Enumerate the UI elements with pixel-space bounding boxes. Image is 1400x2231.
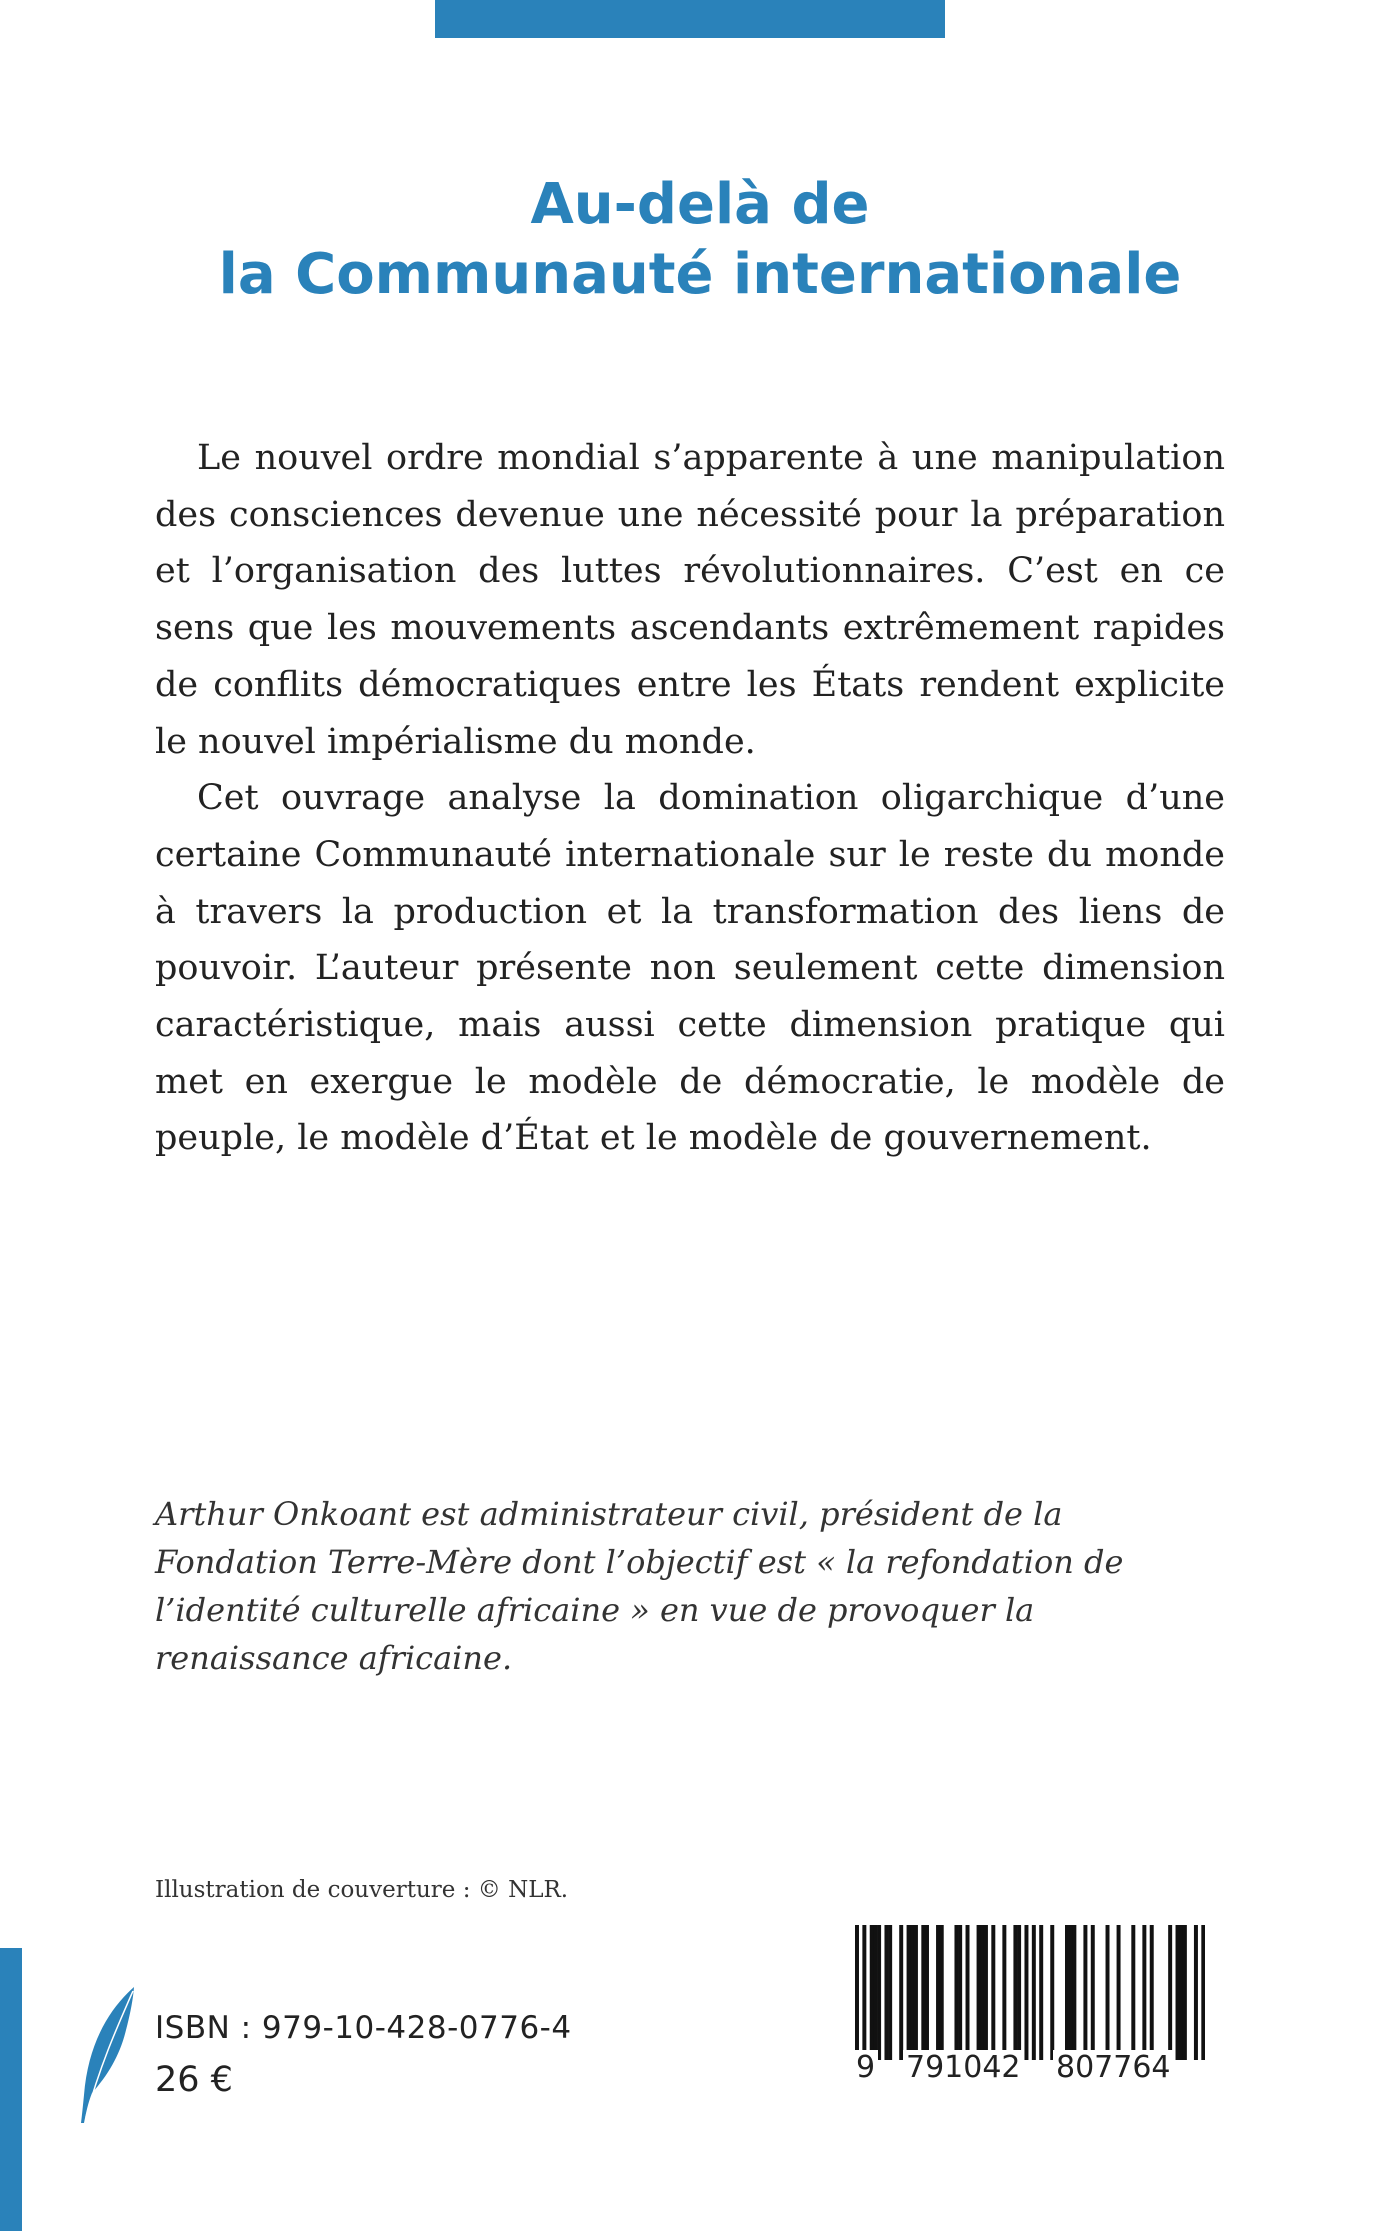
barcode-bar [907,1925,911,2060]
barcode-bar [1176,1925,1180,2060]
barcode-bar [1069,1925,1073,2060]
barcode-bar [1131,1925,1135,2060]
price: 26 € [155,2060,233,2100]
barcode-bar [1024,1925,1028,2060]
barcode-bar [1194,1925,1198,2060]
barcode-bar [1083,1925,1087,2060]
barcode-bar [910,1925,914,2060]
barcode-bar [1091,1925,1095,2060]
barcode-lead-digit: 9 [853,2050,878,2085]
barcode-bar [958,1925,962,2060]
barcode-bar [936,1925,940,2060]
barcode-bar [1168,1925,1172,2060]
barcode-bar [1201,1925,1205,2060]
barcode-bar [899,1925,903,2060]
barcode-bar [980,1925,984,2060]
barcode-bar [921,1925,925,2060]
summary-paragraph-2: Cet ouvrage analyse la domination oligarchique d’une certaine Communauté internationale sur le reste du monde à travers la production et la transformation des liens de pouvoir. L’auteur présente non seulement cette dimension caractéristique, mais aussi cette dimension pratique qui met en exergue le modèle de démocratie, le modèle de peuple, le modèle d’État et le modèle de gouvernement. [155,778,1225,1159]
book-title [0,170,1400,310]
barcode-bar [914,1925,918,2060]
barcode-bar [873,1925,877,2060]
barcode-bar [888,1925,892,2060]
author-bio: Arthur Onkoant est administrateur civil, président de la Fondation Terre-Mère dont l’objectif est « la refondation de l’identité culturelle africaine » en vue de provoquer la renaissance africaine. [155,1495,1124,1677]
barcode-bar [1039,1925,1043,2060]
top-accent-bar [435,0,945,38]
barcode-bar [1002,1925,1006,2060]
barcode-bar [877,1925,881,2060]
barcode-bar [870,1925,874,2060]
isbn: ISBN : 979-10-428-0776-4 [155,2010,572,2046]
barcode-bar [1179,1925,1183,2060]
summary-text [155,430,1225,1167]
barcode-right-group: 807764 [1053,2050,1174,2085]
barcode-bar [925,1925,929,2060]
title-line-2: la Communauté internationale [218,242,1182,307]
barcode-bar [1050,1925,1054,2060]
barcode-bar [1142,1925,1146,2060]
barcode-bar [884,1925,888,2060]
barcode-bar [977,1925,981,2060]
barcode-bar [1072,1925,1076,2060]
barcode-bar [1117,1925,1121,2060]
barcode-bar [940,1925,944,2060]
barcode-bar [855,1925,859,2060]
barcode-bar [1183,1925,1187,2060]
barcode-bar [984,1925,988,2060]
barcode-bar [991,1925,995,2060]
barcode-bar [1106,1925,1110,2060]
barcode-bar [954,1925,958,2060]
barcode-bar [966,1925,970,2060]
title-line-1: Au-delà de [530,172,870,237]
barcode-bar [1017,1925,1021,2060]
barcode-bar [1150,1925,1154,2060]
summary-paragraph-1: Le nouvel ordre mondial s’apparente à une manipulation des consciences devenue une nécessité pour la préparation et l’organisation des luttes révolutionnaires. C’est en ce sens que les mouvements ascendants extrêmement rapides de conflits démocratiques entre les États rendent explicite le nouvel impérialisme du monde. [155,438,1225,762]
barcode-bar [1032,1925,1036,2060]
barcode-bar [1065,1925,1069,2060]
illustration-credit: Illustration de couverture : © NLR. [155,1877,569,1903]
barcode-bar [862,1925,866,2060]
left-accent-bar [0,1948,22,2231]
barcode-left-group: 791042 [903,2050,1024,2085]
feather-icon [78,1985,138,2125]
barcode-bar [1013,1925,1017,2060]
